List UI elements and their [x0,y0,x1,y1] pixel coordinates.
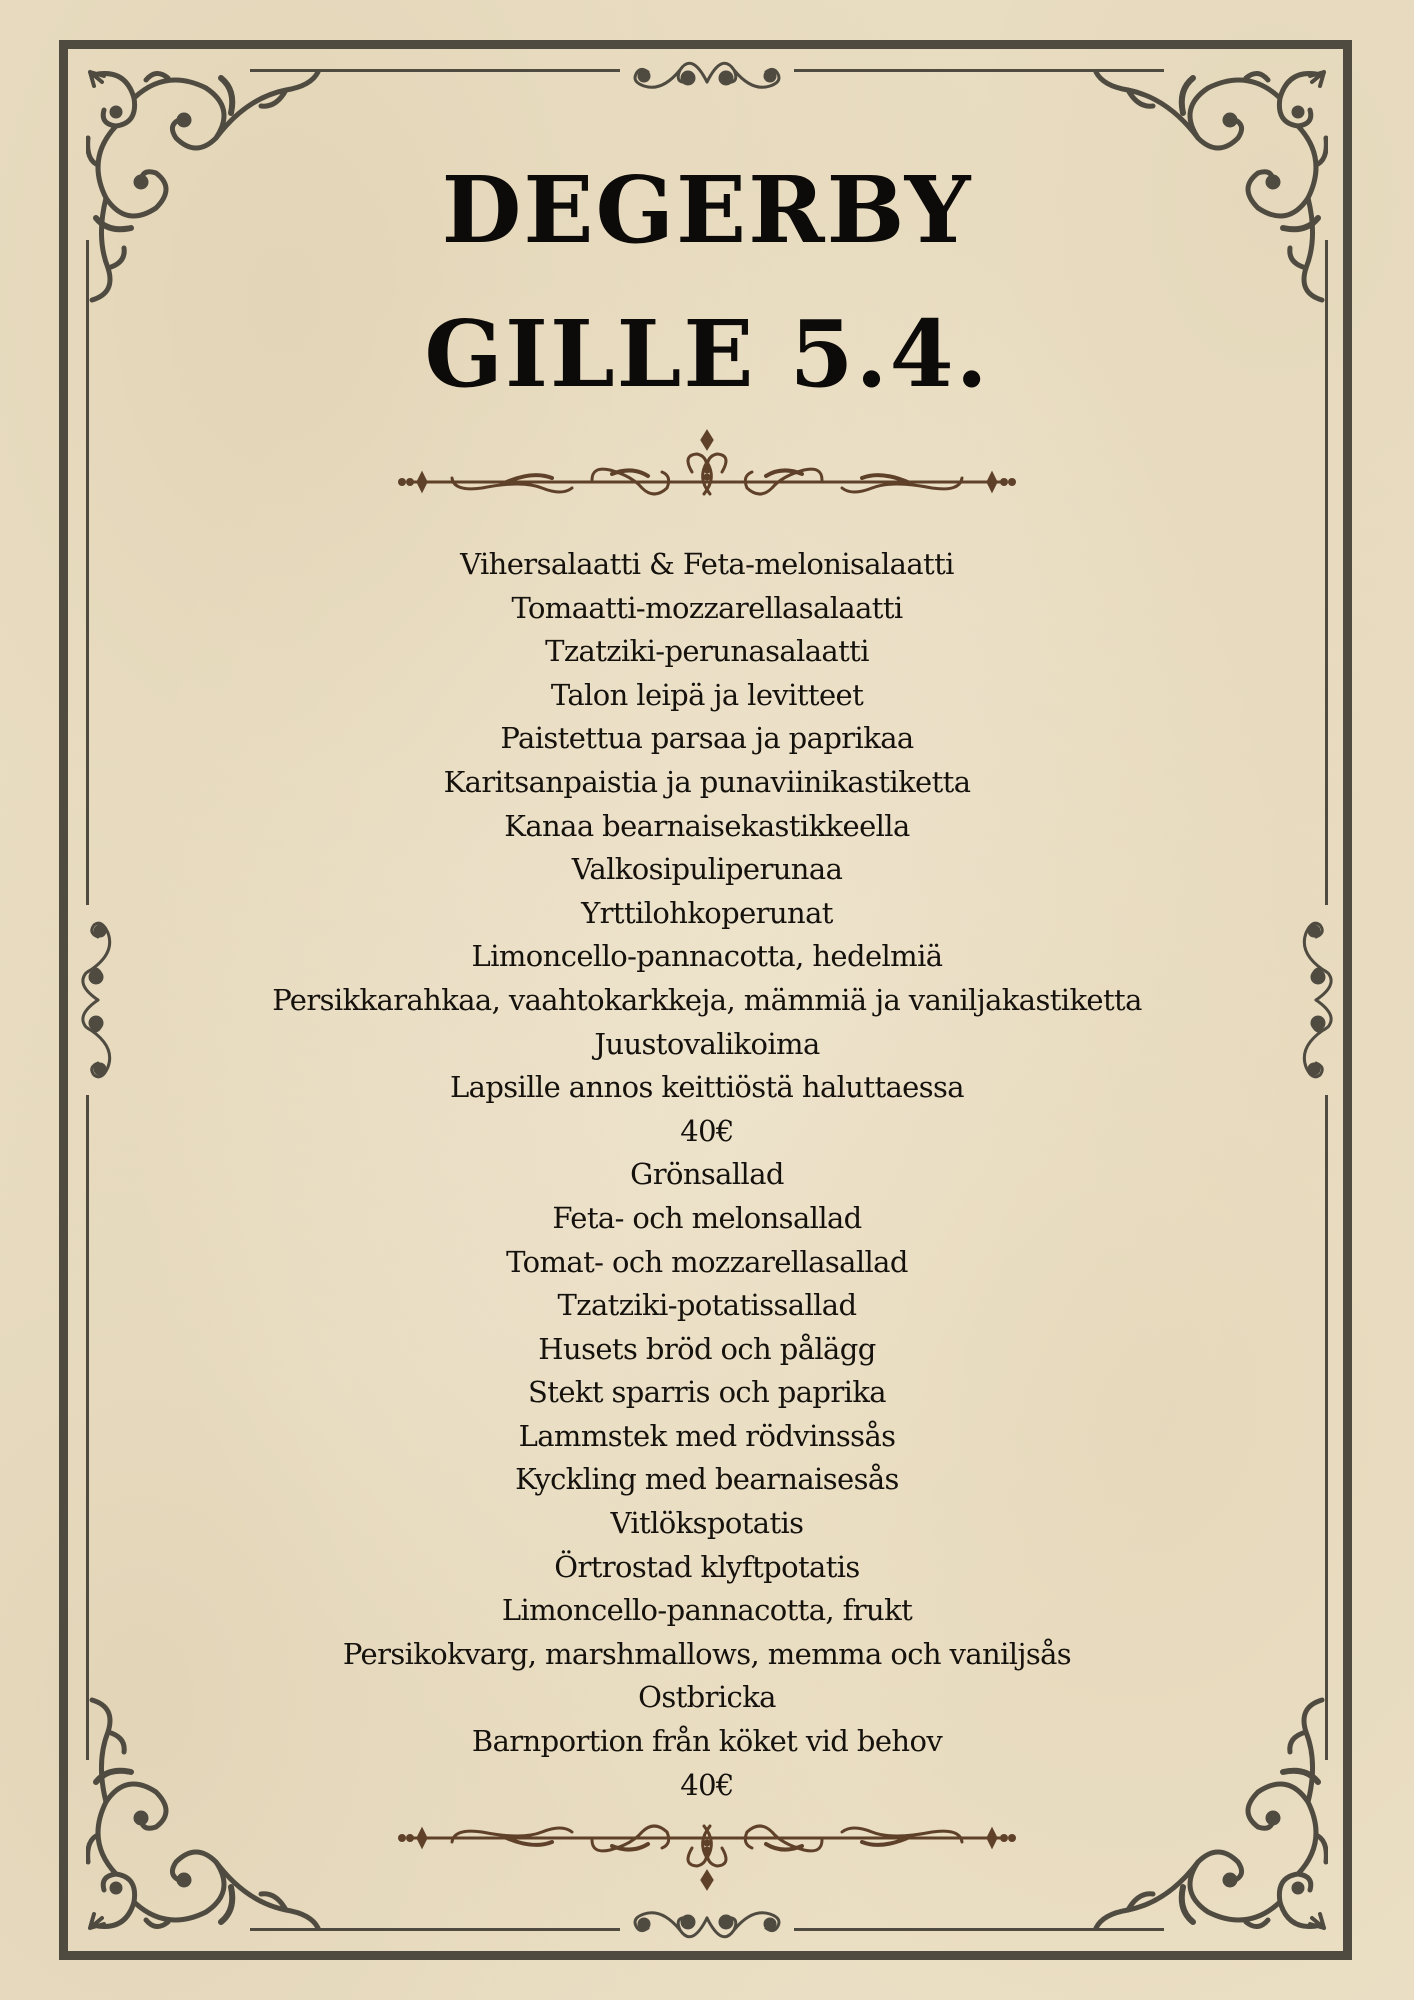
menu-item-fi: Vihersalaatti & Feta-melonisalaatti [460,547,954,581]
menu-item-fi: Juustovalikoima [594,1026,820,1061]
menu-item-fi: Yrttilohkoperunat [581,895,833,930]
menu-item-sv: Grönsallad [630,1157,784,1192]
menu-item-fi: Paistettua parsaa ja paprikaa [500,721,914,756]
menu-item-fi: Valkosipuliperunaa [571,852,843,887]
page-title-line2: GILLE 5.4. [424,300,990,408]
menu-list [0,543,1414,1807]
menu-item-fi: Kanaa bearnaisekastikkeella [504,808,910,843]
price-sv: 40€ [680,1767,734,1802]
menu-item-sv: Husets bröd och pålägg [538,1331,876,1366]
page-title-line1: DEGERBY [441,156,973,264]
menu-item-sv: Persikokvarg, marshmallows, memma och vaniljsås [342,1636,1072,1671]
flourish-divider-icon-top [392,410,1022,510]
menu-item-fi: Limoncello-pannacotta, hedelmiä [471,939,943,974]
price-fi: 40€ [680,1113,734,1148]
menu-item-fi: Talon leipä ja levitteet [550,677,864,712]
menu-item-sv: Lammstek med rödvinssås [518,1418,896,1453]
flourish-divider-icon-bottom [392,1810,1022,1910]
menu-item-fi: Tomaatti-mozzarellasalaatti [511,590,903,625]
menu-item-sv: Barnportion från köket vid behov [471,1724,943,1759]
menu-item-fi: Karitsanpaistia ja punaviinikastiketta [443,764,971,799]
menu-item-fi: Lapsille annos keittiöstä haluttaessa [449,1070,965,1105]
scroll-ornament-icon-top [622,52,792,100]
menu-item-sv: Stekt sparris och paprika [528,1375,886,1410]
menu-item-sv: Tomat- och mozzarellasallad [506,1244,908,1279]
menu-item-sv: Ostbricka [638,1680,776,1715]
menu-item-fi: Tzatziki-perunasalaatti [545,634,869,669]
menu-item-sv: Feta- och melonsallad [552,1200,862,1235]
menu-item-sv: Limoncello-pannacotta, frukt [501,1593,913,1628]
menu-item-sv: Örtrostad klyftpotatis [554,1549,860,1584]
menu-item-fi: Persikkarahkaa, vaahtokarkkeja, mämmiä ja vaniljakastiketta [272,982,1142,1017]
menu-item-sv: Kyckling med bearnaisesås [515,1462,899,1497]
menu-item-sv: Vitlökspotatis [610,1506,804,1541]
menu-item-sv: Tzatziki-potatissallad [557,1288,857,1323]
